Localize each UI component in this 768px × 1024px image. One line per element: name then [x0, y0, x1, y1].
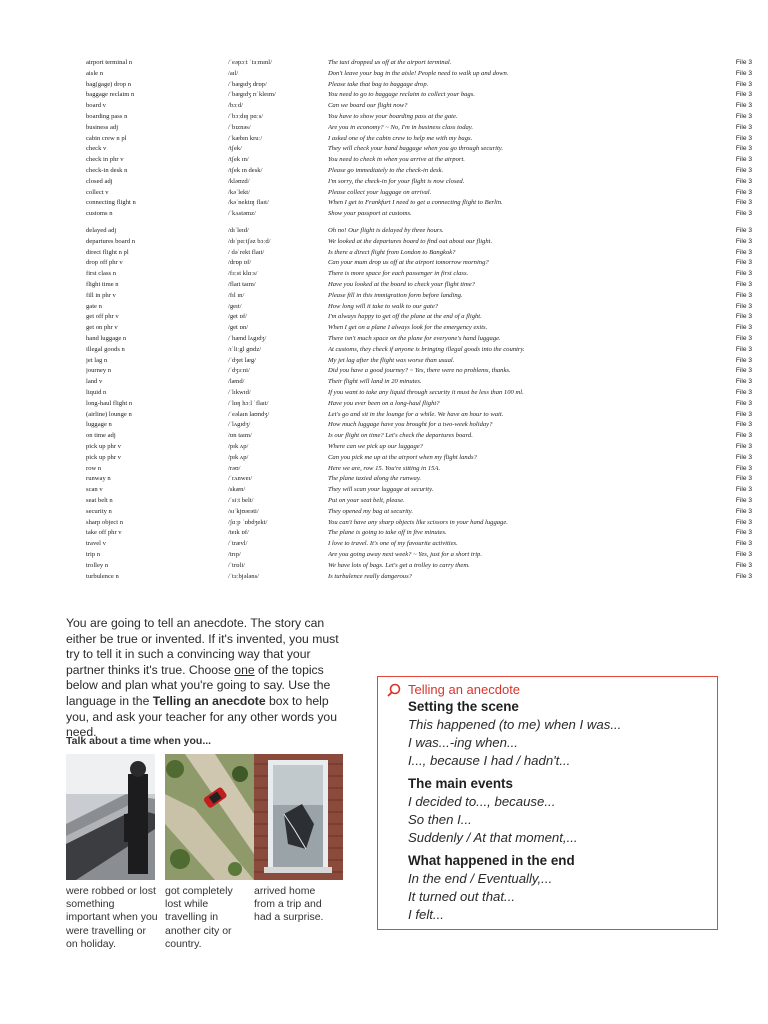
- vocab-row: [86, 134, 756, 145]
- vocab-file: File 3: [735, 248, 752, 256]
- vocab-word: row n: [86, 464, 102, 472]
- vocab-row: [86, 209, 756, 220]
- vocab-pronunciation: /tʃek ɪn/: [228, 156, 249, 164]
- vocab-example: If you want to take any liquid through security it must be less than 100 ml.: [328, 388, 524, 396]
- vocab-row: [86, 420, 756, 431]
- phrase: I felt...: [408, 907, 444, 922]
- vocab-row: [86, 144, 756, 155]
- vocab-row: [86, 90, 756, 101]
- vocab-file: File 3: [735, 291, 752, 299]
- vocab-word: (airline) lounge n: [86, 410, 132, 418]
- vocab-word: travel v: [86, 540, 106, 548]
- vocab-pronunciation: /dɪˈleɪd/: [228, 227, 249, 234]
- vocab-example: Put on your seat belt, please.: [328, 496, 405, 504]
- vocab-file: File 3: [735, 561, 752, 569]
- caption-surprise: arrived home from a trip and had a surprise.: [254, 885, 324, 924]
- vocab-example: Don't leave your bag in the aisle! People need to walk up and down.: [328, 69, 509, 77]
- vocab-example: Can your mum drop us off at the airport tomorrow morning?: [328, 259, 489, 267]
- vocab-row: [86, 345, 756, 356]
- vocab-example: Their flight will land in 20 minutes.: [328, 378, 422, 386]
- vocab-pronunciation: / dəˈrekt flaɪt/: [228, 248, 265, 256]
- vocab-example: Show your passport at customs.: [328, 210, 412, 218]
- vocab-word: business adj: [86, 123, 119, 131]
- vocab-row: [86, 356, 756, 367]
- vocab-example: There is more space for each passenger in first class.: [328, 270, 469, 278]
- section-heading: The main events: [408, 776, 513, 791]
- vocab-row: [86, 496, 756, 507]
- vocab-word: security n: [86, 507, 112, 515]
- vocab-row: [86, 198, 756, 209]
- vocab-example: They opened my bag at security.: [328, 507, 413, 515]
- vocab-word: long-haul flight n: [86, 399, 133, 407]
- vocab-row: [86, 155, 756, 166]
- vocab-word: seat belt n: [86, 496, 113, 504]
- vocab-file: File 3: [735, 378, 752, 386]
- vocab-example: We looked at the departures board to find out about our flight.: [328, 237, 493, 245]
- vocab-row: [86, 291, 756, 302]
- vocab-word: flight time n: [86, 280, 119, 288]
- phrase: So then I...: [408, 812, 472, 827]
- vocab-pronunciation: /kəˈlekt/: [228, 188, 250, 196]
- vocab-file: File 3: [735, 59, 752, 66]
- vocab-file: File 3: [735, 91, 752, 99]
- vocab-word: journey n: [86, 367, 112, 375]
- vocab-row: [86, 269, 756, 280]
- vocab-pronunciation: /tʃek/: [228, 145, 242, 153]
- vocab-word: baggage reclaim n: [86, 91, 135, 99]
- vocab-row: [86, 474, 756, 485]
- vocab-pronunciation: /ˈbægɪdʒ rɪˈkleɪm/: [228, 91, 276, 99]
- vocab-example: How much luggage have you brought for a two-week holiday?: [328, 421, 493, 429]
- vocab-row: [86, 410, 756, 421]
- vocab-row: [86, 550, 756, 561]
- vocab-row: [86, 258, 756, 269]
- vocab-word: land v: [86, 378, 103, 386]
- vocab-example: Did you have a good journey? ~ Yes, there were no problems, thanks.: [328, 367, 511, 375]
- vocab-word: bag(gage) drop n: [86, 80, 132, 88]
- vocab-example: When I get to Frankfurt I need to get a connecting flight to Berlin.: [328, 199, 503, 207]
- vocab-file: File 3: [735, 334, 752, 342]
- vocab-file: File 3: [735, 80, 752, 88]
- vocab-pronunciation: /ɪˈliːgl gʊdz/: [228, 345, 262, 353]
- vocab-file: File 3: [735, 432, 752, 440]
- vocab-row: [86, 323, 756, 334]
- phrase: In the end / Eventually,...: [408, 871, 553, 886]
- vocab-row: [86, 166, 756, 177]
- magnifier-icon: [387, 683, 401, 697]
- vocab-word: closed adj: [86, 177, 113, 185]
- vocab-pronunciation: /ˈdʒet læg/: [228, 356, 257, 364]
- vocab-word: board v: [86, 102, 106, 110]
- vocab-row: [86, 528, 756, 539]
- vocab-file: File 3: [735, 188, 752, 196]
- vocab-pronunciation: /ɒn taɪm/: [228, 432, 252, 440]
- vocab-pronunciation: /ˈeəlaɪn laʊndʒ/: [228, 410, 270, 418]
- phrase: I decided to..., because...: [408, 794, 556, 809]
- vocab-pronunciation: /ˈtrævl/: [228, 540, 248, 548]
- vocab-example: Is there a direct flight from London to Bangkok?: [328, 248, 456, 256]
- vocab-example: Are you in economy? ~ No, I'm in business class today.: [328, 123, 474, 131]
- vocab-row: [86, 334, 756, 345]
- vocab-word: jet lag n: [86, 356, 108, 364]
- vocab-example: Please go immediately to the check-in desk.: [328, 166, 444, 174]
- vocab-row: [86, 388, 756, 399]
- vocab-example: Can you pick me up at the airport when my flight lands?: [328, 453, 477, 461]
- vocab-pronunciation: /ˈlɒŋ hɔːl ˈflaɪt/: [228, 399, 269, 407]
- vocab-file: File 3: [735, 345, 752, 353]
- vocab-row: [86, 280, 756, 291]
- vocab-row: [86, 69, 756, 80]
- vocab-row: [86, 572, 756, 583]
- vocab-pronunciation: /bɔːd/: [228, 102, 244, 110]
- vocab-file: File 3: [735, 486, 752, 494]
- vocab-pronunciation: /ˈtɜːbjələns/: [228, 572, 259, 580]
- vocab-row: [86, 302, 756, 313]
- vocab-row: [86, 561, 756, 572]
- vocab-word: fill in phr v: [86, 291, 116, 299]
- vocab-pronunciation: /flaɪt taɪm/: [228, 280, 256, 288]
- vocab-row: [86, 399, 756, 410]
- vocab-row: [86, 453, 756, 464]
- vocab-example: Where can we pick up our luggage?: [328, 442, 423, 450]
- vocab-file: File 3: [735, 410, 752, 418]
- vocab-row: [86, 518, 756, 529]
- vocab-example: The taxi dropped us off at the airport terminal.: [328, 59, 452, 66]
- vocab-pronunciation: /pɪk ʌp/: [228, 442, 249, 450]
- vocab-pronunciation: /get ɒn/: [228, 324, 249, 332]
- vocab-pronunciation: /aɪl/: [228, 69, 239, 77]
- phrase: I was...-ing when...: [408, 735, 518, 750]
- vocab-word: departures board n: [86, 237, 136, 245]
- vocab-example: Let's go and sit in the lounge for a while. We have an hour to wait.: [328, 410, 504, 418]
- vocab-word: connecting flight n: [86, 199, 136, 207]
- phrase: It turned out that...: [408, 889, 516, 904]
- vocab-file: File 3: [735, 540, 752, 548]
- vocab-row: [86, 188, 756, 199]
- vocab-example: The plane taxied along the runway.: [328, 475, 422, 483]
- vocab-file: File 3: [735, 442, 752, 450]
- vocab-row: [86, 80, 756, 91]
- vocab-word: turbulence n: [86, 572, 119, 580]
- vocab-word: check-in desk n: [86, 166, 128, 174]
- vocab-example: The plane is going to take off in five minutes.: [328, 529, 447, 537]
- vocab-pronunciation: /ˈbɪznəs/: [228, 123, 251, 131]
- vocab-example: Please take that bag to baggage drop.: [328, 80, 429, 88]
- vocab-pronunciation: /ˈkʌstəmz/: [228, 210, 256, 218]
- vocab-pronunciation: /ˈlʌgɪdʒ/: [228, 421, 251, 429]
- vocab-file: File 3: [735, 280, 752, 288]
- vocab-row: [86, 464, 756, 475]
- vocab-example: Is turbulence really dangerous?: [328, 572, 412, 580]
- vocab-word: runway n: [86, 475, 111, 483]
- vocab-example: Is our flight on time? Let's check the departures board.: [328, 432, 473, 440]
- vocab-file: File 3: [735, 199, 752, 207]
- vocab-pronunciation: /kəˈnektɪŋ flaɪt/: [228, 199, 269, 207]
- vocab-file: File 3: [735, 237, 752, 245]
- vocab-example: My jet lag after the flight was worse than usual.: [328, 356, 455, 364]
- vocab-pronunciation: /drɒp ɒf/: [228, 259, 252, 267]
- vocab-pronunciation: /ˈkæbɪn kruː/: [228, 134, 263, 142]
- vocab-row: [86, 485, 756, 496]
- vocab-word: cabin crew n pl: [86, 134, 127, 142]
- vocab-pronunciation: /ˈdʒɜːni/: [228, 367, 250, 375]
- vocab-word: get off phr v: [86, 313, 119, 321]
- vocab-file: File 3: [735, 507, 752, 515]
- vocab-example: We have lots of bags. Let's get a trolley to carry them.: [328, 561, 470, 569]
- vocab-row: [86, 123, 756, 134]
- vocab-pronunciation: /fɪl ɪn/: [228, 291, 245, 299]
- vocab-row: [86, 226, 756, 237]
- vocab-pronunciation: /pɪk ʌp/: [228, 453, 249, 461]
- broken-window-photo: [254, 754, 343, 880]
- vocab-row: [86, 112, 756, 123]
- vocab-file: File 3: [735, 156, 752, 164]
- vocab-row: [86, 312, 756, 323]
- vocab-pronunciation: /ˈbɔːdɪŋ pɑːs/: [228, 112, 264, 120]
- vocab-word: on time adj: [86, 432, 116, 440]
- lost-car-aerial-photo: [165, 754, 254, 880]
- vocab-file: File 3: [735, 518, 752, 526]
- vocab-file: File 3: [735, 496, 752, 504]
- vocab-file: File 3: [735, 177, 752, 185]
- vocab-pronunciation: /ˈbægɪdʒ drɒp/: [228, 80, 267, 88]
- vocab-file: File 3: [735, 166, 752, 174]
- section-heading: What happened in the end: [408, 853, 575, 868]
- vocab-pronunciation: /ˈsiːt belt/: [228, 496, 254, 504]
- vocab-example: Please collect your luggage on arrival.: [328, 188, 432, 196]
- vocab-pronunciation: /skæn/: [228, 486, 246, 494]
- phrase: I..., because I had / hadn't...: [408, 753, 571, 768]
- vocab-example: Here we are, row 15. You're sitting in 15A.: [328, 464, 441, 472]
- vocab-file: File 3: [735, 367, 752, 375]
- vocab-file: File 3: [735, 227, 752, 234]
- section-heading: Setting the scene: [408, 699, 519, 714]
- vocab-pronunciation: /dɪˈpɑːtʃəz bɔːd/: [228, 237, 271, 245]
- vocab-pronunciation: /fɜːst klɑːs/: [228, 270, 258, 278]
- vocab-word: get on phr v: [86, 324, 118, 332]
- vocab-file: File 3: [735, 453, 752, 461]
- vocab-word: check v: [86, 145, 107, 153]
- vocab-file: File 3: [735, 356, 752, 364]
- vocab-word: luggage n: [86, 421, 112, 429]
- vocab-pronunciation: /rəʊ/: [228, 464, 241, 472]
- vocab-example: They will check your hand baggage when you go through security.: [328, 145, 504, 153]
- vocab-example: You can't have any sharp objects like scissors in your hand luggage.: [328, 518, 508, 526]
- vocab-example: When I get on a plane I always look for the emergency exits.: [328, 324, 488, 332]
- telling-an-anecdote-box: [377, 676, 718, 930]
- vocab-file: File 3: [735, 302, 752, 310]
- vocab-file: File 3: [735, 112, 752, 120]
- box-reference: Telling an anecdote: [152, 693, 266, 708]
- vocab-pronunciation: /get ɒf/: [228, 313, 248, 321]
- vocab-pronunciation: /sɪˈkjʊərəti/: [228, 507, 259, 515]
- vocab-example: Can we board our flight now?: [328, 102, 408, 110]
- vocab-file: File 3: [735, 529, 752, 537]
- vocab-example: Oh no! Our flight is delayed by three hours.: [328, 227, 444, 234]
- vocab-word: customs n: [86, 210, 113, 218]
- vocab-pronunciation: /geɪt/: [228, 302, 242, 310]
- vocab-example: You have to show your boarding pass at the gate.: [328, 112, 458, 120]
- vocab-pronunciation: /trɪp/: [228, 550, 241, 558]
- caption-robbed: were robbed or lost something important when you were travelling or on holiday.: [66, 885, 158, 950]
- vocab-pronunciation: /ˈlɪkwɪd/: [228, 388, 251, 396]
- vocab-file: File 3: [735, 388, 752, 396]
- vocab-pronunciation: /lænd/: [228, 378, 245, 386]
- vocab-example: Are you going away next week? ~ Yes, just for a short trip.: [328, 550, 482, 558]
- vocab-file: File 3: [735, 134, 752, 142]
- vocab-file: File 3: [735, 259, 752, 267]
- vocab-example: I asked one of the cabin crew to help me with my bags.: [328, 134, 473, 142]
- vocab-file: File 3: [735, 399, 752, 407]
- vocab-example: I love to travel. It's one of my favourite activities.: [328, 540, 458, 548]
- vocab-pronunciation: /ʃɑːp ˈɒbdʒekt/: [228, 518, 268, 526]
- vocab-row: [86, 101, 756, 112]
- vocab-word: check in phr v: [86, 156, 124, 164]
- vocab-word: collect v: [86, 188, 109, 196]
- vocab-example: Have you ever been on a long-haul flight?: [328, 399, 440, 407]
- vocab-example: At customs, they check if anyone is bringing illegal goods into the country.: [328, 345, 525, 353]
- vocab-file: File 3: [735, 123, 752, 131]
- vocab-row: [86, 442, 756, 453]
- phrase: This happened (to me) when I was...: [408, 717, 622, 732]
- vocab-file: File 3: [735, 475, 752, 483]
- vocab-row: [86, 377, 756, 388]
- vocab-pronunciation: /teɪk ɒf/: [228, 529, 249, 537]
- vocab-word: aisle n: [86, 69, 104, 77]
- vocab-word: pick up phr v: [86, 453, 121, 461]
- vocab-file: File 3: [735, 464, 752, 472]
- vocab-word: trip n: [86, 550, 101, 558]
- vocab-pronunciation: /kləʊzd/: [228, 177, 250, 185]
- vocab-word: scan v: [86, 486, 103, 494]
- vocab-example: I'm always happy to get off the plane at the end of a flight.: [328, 313, 482, 321]
- vocab-pronunciation: /ˈhænd lʌgɪdʒ/: [228, 334, 267, 342]
- vocab-word: boarding pass n: [86, 112, 128, 120]
- vocab-file: File 3: [735, 550, 752, 558]
- underlined-word: one: [234, 662, 255, 677]
- vocab-file: File 3: [735, 313, 752, 321]
- vocab-word: delayed adj: [86, 227, 117, 234]
- task-instructions: You are going to tell an anecdote. The story can either be true or invented. If it's invented, you must try to tell it in such a convincing way that your partner thinks it's true. Choose one of the topics below and plan what you're going to say. Use the language in the Telling an anecdote box to help you, and ask your teacher for any other words you need.: [66, 616, 339, 740]
- vocab-row: [86, 539, 756, 550]
- vocab-row: [86, 366, 756, 377]
- phrase: Suddenly / At that moment,...: [408, 830, 578, 845]
- vocab-word: hand luggage n: [86, 334, 127, 342]
- vocab-pronunciation: /ˈtrɒli/: [228, 561, 245, 569]
- vocab-example: There isn't much space on the plane for everyone's hand luggage.: [328, 334, 501, 342]
- vocab-example: Have you looked at the board to check your flight time?: [328, 280, 475, 288]
- vocab-example: They will scan your luggage at security.: [328, 486, 434, 494]
- caption-lost: got completely lost while travelling in another city or country.: [165, 885, 233, 950]
- vocabulary-list-1: [86, 58, 756, 220]
- vocab-file: File 3: [735, 69, 752, 77]
- vocab-file: File 3: [735, 210, 752, 218]
- vocab-word: drop off phr v: [86, 259, 123, 267]
- vocab-file: File 3: [735, 102, 752, 110]
- vocab-file: File 3: [735, 421, 752, 429]
- vocab-word: illegal goods n: [86, 345, 125, 353]
- vocab-example: You need to go to baggage reclaim to collect your bags.: [328, 91, 475, 99]
- vocab-pronunciation: /ˈeəpɔːt ˈtɜːmɪnl/: [228, 59, 272, 66]
- vocab-file: File 3: [735, 270, 752, 278]
- vocab-row: [86, 431, 756, 442]
- vocab-pronunciation: /tʃek ɪn desk/: [228, 166, 263, 174]
- vocab-word: sharp object n: [86, 518, 123, 526]
- vocab-row: [86, 507, 756, 518]
- vocab-example: How long will it take to walk to our gate?: [328, 302, 439, 310]
- vocab-row: [86, 248, 756, 259]
- vocab-word: direct flight n pl: [86, 248, 129, 256]
- vocab-pronunciation: /ˈrʌnweɪ/: [228, 475, 253, 483]
- vocab-word: first class n: [86, 270, 117, 278]
- vocab-row: [86, 237, 756, 248]
- vocab-example: I'm sorry, the check-in for your flight is now closed.: [328, 177, 465, 185]
- vocab-word: gate n: [86, 302, 102, 310]
- vocab-word: pick up phr v: [86, 442, 121, 450]
- vocab-row: [86, 177, 756, 188]
- vocab-word: take off phr v: [86, 529, 122, 537]
- vocab-word: liquid n: [86, 388, 107, 396]
- vocab-word: airport terminal n: [86, 59, 133, 66]
- vocabulary-list-2: [86, 226, 756, 582]
- box-title: Telling an anecdote: [408, 682, 521, 697]
- vocab-file: File 3: [735, 324, 752, 332]
- vocab-example: You need to check in when you arrive at the airport.: [328, 156, 465, 164]
- vocab-word: trolley n: [86, 561, 109, 569]
- vocab-file: File 3: [735, 145, 752, 153]
- vocab-file: File 3: [735, 572, 752, 580]
- talk-heading: Talk about a time when you...: [66, 735, 212, 747]
- vocab-row: [86, 58, 756, 69]
- baggage-carousel-photo: [66, 754, 155, 880]
- vocab-example: Please fill in this immigration form before landing.: [328, 291, 463, 299]
